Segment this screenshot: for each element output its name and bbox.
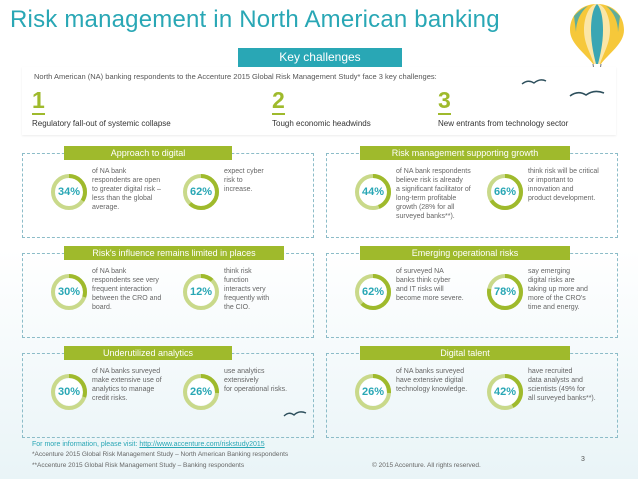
percentage-value: 26%: [189, 386, 213, 398]
key-challenges-tab: Key challenges: [238, 48, 402, 67]
stat-description-line: increase.: [224, 186, 253, 193]
stat-description-line: risk to: [224, 177, 243, 184]
percentage-value: 34%: [57, 186, 81, 198]
stat-description: [92, 367, 178, 403]
percentage-value: 62%: [189, 186, 213, 198]
stat-description: [528, 367, 614, 403]
stat-description-line: technology knowledge.: [396, 386, 468, 393]
page-title: Risk management in North American banking: [10, 6, 500, 33]
stat-description-line: of NA bank: [92, 168, 127, 175]
stat-description-line: time and energy.: [528, 304, 580, 311]
stat-description-line: say emerging: [528, 268, 571, 275]
stat-description-line: think risk will be critical: [528, 168, 599, 175]
stat-description-line: use analytics: [224, 368, 265, 375]
percentage-value: 66%: [493, 186, 517, 198]
panel-title: Risk's influence remains limited in places: [64, 246, 284, 260]
stat-description-line: think risk: [224, 268, 252, 275]
stat-description-line: digital risks are: [528, 277, 575, 284]
stat-description-line: scientists (49% for: [528, 386, 586, 393]
percentage-value: 42%: [493, 386, 517, 398]
stat-description-line: of NA bank respondents: [396, 168, 471, 175]
stat-description-line: innovation and: [528, 186, 574, 193]
stat-description-line: taking up more and: [528, 286, 588, 293]
stat-description-line: of surveyed NA: [396, 268, 444, 275]
stat-description-line: a significant facilitator of: [396, 186, 471, 193]
copyright: © 2015 Accenture. All rights reserved.: [372, 462, 481, 469]
stat-description-line: growth (28% for all: [396, 204, 455, 211]
stat-description: [92, 267, 178, 312]
more-info-prefix: For more information, please visit:: [32, 441, 140, 448]
panel-title: Approach to digital: [64, 146, 232, 160]
challenge-item: [32, 87, 171, 128]
stat-description-line: between the CRO and: [92, 295, 162, 302]
stat-description-line: credit risks.: [92, 395, 128, 402]
stat-description: [396, 367, 482, 394]
stat-description-line: interacts very: [224, 286, 266, 293]
stat-description-line: board.: [92, 304, 112, 311]
stat-description-line: banks think cyber: [396, 277, 451, 284]
percentage-value: 30%: [57, 286, 81, 298]
stat-description-line: data analysts and: [528, 377, 583, 384]
panel-title: Digital talent: [360, 346, 570, 360]
stat-description-line: of NA banks surveyed: [396, 368, 465, 375]
challenge-item: [272, 87, 371, 128]
stat-description: [224, 167, 310, 194]
stat-description-line: average.: [92, 204, 120, 211]
stat-description-line: have recruited: [528, 368, 573, 375]
stat-description-line: believe risk is already: [396, 177, 463, 184]
panel-title: Emerging operational risks: [360, 246, 570, 260]
challenge-text: Regulatory fall-out of systemic collapse: [32, 119, 171, 128]
percentage-value: 78%: [493, 286, 517, 298]
stat-description: [224, 267, 310, 312]
stat-description: [396, 167, 482, 221]
percentage-value: 30%: [57, 386, 81, 398]
stat-description-line: or important to: [528, 177, 574, 184]
stat-description-line: less than the global: [92, 195, 153, 202]
footnote-2: **Accenture 2015 Global Risk Management Study – Banking respondents: [32, 462, 245, 469]
stat-description-line: surveyed banks**).: [396, 213, 455, 220]
stat-description-line: more of the CRO's: [528, 295, 586, 302]
stat-description-line: expect cyber: [224, 168, 264, 175]
stat-description-line: of NA banks surveyed: [92, 368, 161, 375]
panel-title: Risk management supporting growth: [360, 146, 570, 160]
more-info: [32, 441, 265, 448]
stat-description-line: frequently with: [224, 295, 270, 302]
panel-title: Underutilized analytics: [64, 346, 232, 360]
stat-description-line: the CIO.: [224, 304, 251, 311]
stat-description-line: and IT risks will: [396, 286, 444, 293]
challenge-number: 1: [32, 87, 45, 113]
stat-description-line: frequent interaction: [92, 286, 152, 293]
stat-description: [396, 267, 482, 303]
stat-description-line: analytics to manage: [92, 386, 155, 393]
key-challenges-intro: North American (NA) banking respondents to the Accenture 2015 Global Risk Management Study* face 3 key challenges:: [34, 72, 437, 81]
stat-description: [528, 267, 614, 312]
stat-description-line: for operational risks.: [224, 386, 288, 393]
stat-description: [224, 367, 310, 394]
stat-description-line: become more severe.: [396, 295, 464, 302]
stat-description-line: product development.: [528, 195, 596, 202]
stat-description-line: of NA bank: [92, 268, 127, 275]
percentage-value: 26%: [361, 386, 385, 398]
percentage-value: 44%: [361, 186, 385, 198]
challenge-text: New entrants from technology sector: [438, 119, 569, 128]
stat-description-line: all surveyed banks**).: [528, 395, 596, 402]
stat-description-line: function: [224, 277, 249, 284]
page-number: 3: [581, 456, 585, 463]
footnote-1: *Accenture 2015 Global Risk Management Study – North American Banking respondents: [32, 451, 289, 458]
stat-description-line: respondents are open: [92, 177, 161, 184]
challenge-text: Tough economic headwinds: [272, 119, 371, 128]
stat-description-line: have extensive digital: [396, 377, 463, 384]
challenge-number: 3: [438, 87, 451, 113]
percentage-value: 62%: [361, 286, 385, 298]
stat-description-line: make extensive use of: [92, 377, 162, 384]
birds-icon: [520, 76, 610, 106]
stat-description-line: long-term profitable: [396, 195, 457, 202]
stat-description-line: extensively: [224, 377, 259, 384]
challenge-number: 2: [272, 87, 285, 113]
percentage-value: 12%: [189, 286, 213, 298]
stat-description: [92, 167, 178, 212]
stat-description: [528, 167, 614, 203]
stat-description-line: respondents see very: [92, 277, 159, 284]
study-link[interactable]: http://www.accenture.com/riskstudy2015: [139, 441, 265, 448]
stat-description-line: to greater digital risk –: [92, 186, 161, 193]
